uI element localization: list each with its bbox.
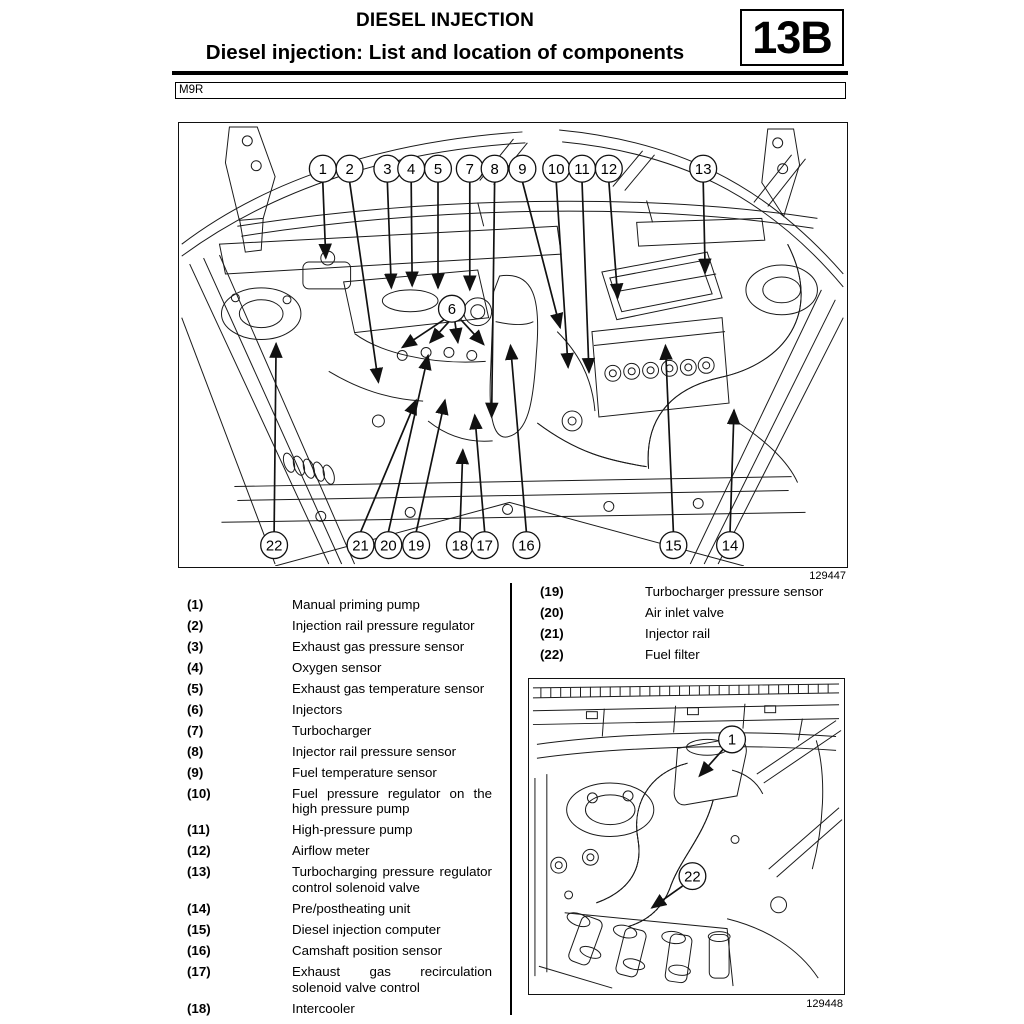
page-header <box>175 10 715 65</box>
svg-text:13: 13 <box>694 161 712 178</box>
component-row: (3) Exhaust gas pressure sensor <box>187 638 465 654</box>
component-row: (15) Diesel injection computer <box>187 921 441 937</box>
figure1-callout-6 <box>402 295 483 347</box>
svg-text:7: 7 <box>465 161 474 178</box>
page-title: Diesel injection: List and location of components <box>205 41 685 64</box>
component-row: (14) Pre/postheating unit <box>187 900 411 916</box>
figure1-caption: 129447 <box>809 570 846 582</box>
component-row: (11) High-pressure pump <box>187 822 413 838</box>
component-row: (6) Injectors <box>187 701 343 717</box>
svg-text:6: 6 <box>447 301 457 318</box>
component-row: (13) Turbocharging pressure regulator control solenoid valve <box>187 864 492 895</box>
fuel-filter-figure <box>528 678 845 995</box>
svg-text:22: 22 <box>265 538 283 555</box>
engine-bay-line-art <box>182 127 844 566</box>
figure2-callout-1 <box>699 726 745 776</box>
chapter-code-box <box>740 9 844 66</box>
component-row: (16) Camshaft position sensor <box>187 942 443 958</box>
component-list-left <box>187 597 497 1022</box>
component-list-right <box>540 584 840 668</box>
svg-text:18: 18 <box>451 538 469 555</box>
svg-text:15: 15 <box>665 538 682 555</box>
fuel-filter-line-art <box>533 684 842 988</box>
engine-type-box <box>175 82 846 99</box>
component-row: (17) Exhaust gas recirculation solenoid valve control <box>187 963 492 995</box>
svg-text:1: 1 <box>727 732 737 749</box>
svg-text:22: 22 <box>684 869 701 886</box>
svg-text:3: 3 <box>383 161 392 178</box>
engine-bay-figure <box>178 122 848 568</box>
svg-text:17: 17 <box>476 538 493 555</box>
component-row: (4) Oxygen sensor <box>187 659 382 675</box>
svg-text:5: 5 <box>433 161 443 178</box>
component-row: (2) Injection rail pressure regulator <box>187 617 475 633</box>
component-row: (5) Exhaust gas temperature sensor <box>187 680 485 696</box>
component-row: (12) Airflow meter <box>187 843 370 859</box>
fuel-filter-illustration <box>529 679 843 993</box>
svg-text:9: 9 <box>518 161 527 178</box>
chapter-code: 13B <box>752 11 832 63</box>
component-row: (1) Manual priming pump <box>187 597 420 612</box>
svg-text:4: 4 <box>407 161 416 178</box>
svg-text:1: 1 <box>318 161 327 178</box>
svg-text:14: 14 <box>721 538 739 555</box>
component-row: (18) Intercooler <box>187 1000 355 1016</box>
engine-code: M9R <box>179 84 204 96</box>
section-title: DIESEL INJECTION <box>355 10 535 31</box>
component-row: (10) Fuel pressure regulator on the high pressure pump <box>187 785 492 817</box>
engine-bay-illustration <box>179 123 846 566</box>
component-row: (19) Turbocharger pressure sensor <box>540 584 824 599</box>
svg-text:12: 12 <box>600 161 618 178</box>
component-row: (20) Air inlet valve <box>540 604 725 620</box>
svg-text:10: 10 <box>547 161 565 178</box>
svg-text:19: 19 <box>407 538 425 555</box>
header-rule <box>172 71 848 75</box>
figure2-caption: 129448 <box>806 998 843 1010</box>
svg-text:16: 16 <box>518 538 535 555</box>
component-row: (9) Fuel temperature sensor <box>187 764 437 780</box>
component-row: (22) Fuel filter <box>540 646 700 662</box>
column-divider <box>510 583 512 1015</box>
svg-text:11: 11 <box>574 161 590 178</box>
component-row: (8) Injector rail pressure sensor <box>187 743 457 759</box>
svg-text:8: 8 <box>490 161 499 178</box>
svg-text:2: 2 <box>345 161 354 178</box>
component-row: (7) Turbocharger <box>187 722 372 738</box>
svg-text:20: 20 <box>380 538 397 555</box>
svg-text:21: 21 <box>352 538 369 555</box>
component-row: (21) Injector rail <box>540 625 711 641</box>
